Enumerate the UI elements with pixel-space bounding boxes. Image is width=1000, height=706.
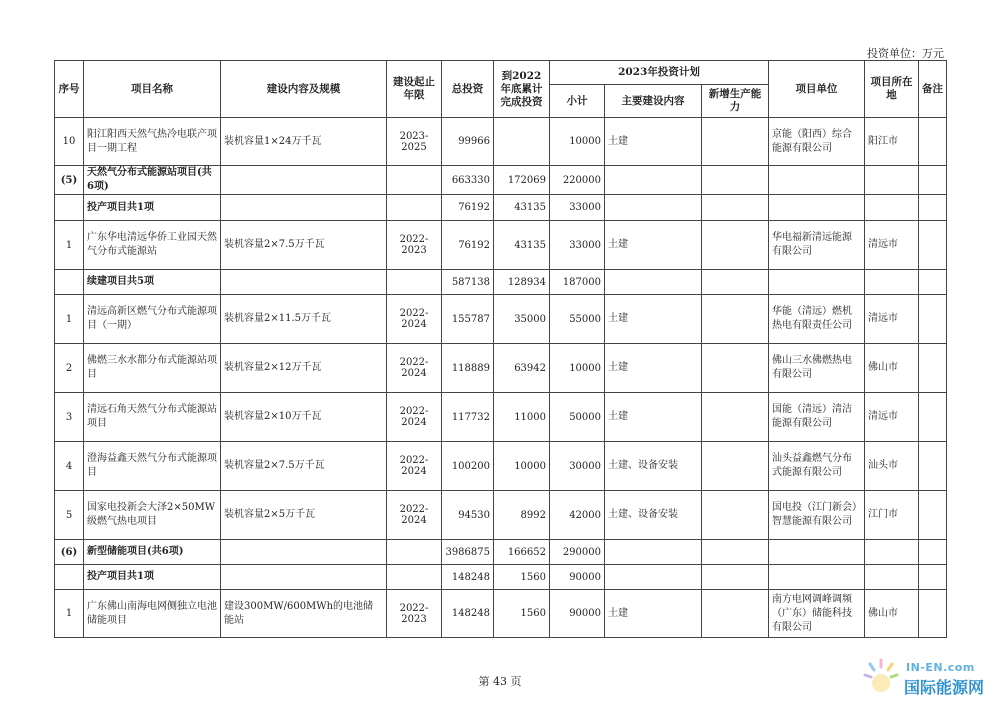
cell-main-content: 土建 — [605, 393, 702, 442]
cell-location: 清远市 — [865, 393, 919, 442]
cell-location — [865, 565, 919, 590]
header-cumulative: 到2022年底累计完成投资 — [494, 61, 550, 118]
cell-unit — [769, 195, 865, 221]
cell-seq: 3 — [55, 393, 84, 442]
cell-subtotal: 33000 — [550, 221, 605, 270]
cell-content — [221, 166, 387, 195]
cell-subtotal: 55000 — [550, 295, 605, 344]
cell-cumulative: 11000 — [494, 393, 550, 442]
cell-subtotal: 90000 — [550, 590, 605, 638]
watermark-en: IN-EN.com — [906, 661, 975, 674]
cell-location — [865, 270, 919, 295]
cell-total: 118889 — [442, 344, 494, 393]
cell-project-name: 佛燃三水水都分布式能源站项目 — [84, 344, 221, 393]
cell-total: 587138 — [442, 270, 494, 295]
sun-flower-icon — [858, 655, 904, 701]
cell-project-name: 国家电投新会大泽2×50MW级燃气热电项目 — [84, 491, 221, 540]
cell-main-content: 土建 — [605, 295, 702, 344]
cell-seq: (6) — [55, 540, 84, 565]
cell-total: 155787 — [442, 295, 494, 344]
cell-cumulative: 1560 — [494, 590, 550, 638]
table-row — [55, 540, 947, 565]
cell-period — [387, 270, 442, 295]
cell-location: 清远市 — [865, 295, 919, 344]
cell-unit: 佛山三水佛燃热电有限公司 — [769, 344, 865, 393]
cell-seq — [55, 195, 84, 221]
cell-remarks — [919, 118, 947, 166]
cell-remarks — [919, 565, 947, 590]
cell-cumulative: 8992 — [494, 491, 550, 540]
table-row — [55, 565, 947, 590]
table-row — [55, 166, 947, 195]
header-new-capacity: 新增生产能力 — [702, 85, 769, 118]
cell-content: 装机容量2×7.5万千瓦 — [221, 442, 387, 491]
cell-new-capacity — [702, 491, 769, 540]
cell-project-name: 续建项目共5项 — [84, 270, 221, 295]
cell-main-content: 土建 — [605, 118, 702, 166]
header-remarks: 备注 — [919, 61, 947, 118]
cell-unit: 京能（阳西）综合能源有限公司 — [769, 118, 865, 166]
cell-content — [221, 195, 387, 221]
cell-content — [221, 565, 387, 590]
cell-project-name: 投产项目共1项 — [84, 565, 221, 590]
cell-new-capacity — [702, 540, 769, 565]
cell-seq: 2 — [55, 344, 84, 393]
cell-location — [865, 166, 919, 195]
cell-content: 建设300MW/600MWh的电池储能站 — [221, 590, 387, 638]
cell-content: 装机容量2×7.5万千瓦 — [221, 221, 387, 270]
table-row — [55, 270, 947, 295]
table-body — [55, 118, 947, 638]
watermark-cn: 国际能源网 — [904, 678, 985, 697]
cell-total: 117732 — [442, 393, 494, 442]
cell-location: 清远市 — [865, 221, 919, 270]
cell-period: 2022-2024 — [387, 393, 442, 442]
header-main-content: 主要建设内容 — [605, 85, 702, 118]
table-row — [55, 195, 947, 221]
cell-unit — [769, 166, 865, 195]
cell-seq: 1 — [55, 295, 84, 344]
cell-project-name: 阳江阳西天然气热冷电联产项目一期工程 — [84, 118, 221, 166]
cell-subtotal: 10000 — [550, 118, 605, 166]
cell-main-content: 土建 — [605, 344, 702, 393]
header-subtotal: 小计 — [550, 85, 605, 118]
cell-main-content: 土建、设备安装 — [605, 491, 702, 540]
cell-remarks — [919, 166, 947, 195]
cell-project-name: 新型储能项目(共6项) — [84, 540, 221, 565]
cell-location — [865, 195, 919, 221]
cell-content: 装机容量2×5万千瓦 — [221, 491, 387, 540]
cell-cumulative: 1560 — [494, 565, 550, 590]
cell-total: 99966 — [442, 118, 494, 166]
header-plan-2023: 2023年投资计划 — [550, 61, 769, 85]
cell-new-capacity — [702, 442, 769, 491]
cell-new-capacity — [702, 270, 769, 295]
cell-seq: 5 — [55, 491, 84, 540]
cell-subtotal: 220000 — [550, 166, 605, 195]
cell-subtotal: 42000 — [550, 491, 605, 540]
header-content: 建设内容及规模 — [221, 61, 387, 118]
investment-unit-note: 投资单位：万元 — [867, 47, 944, 60]
cell-period: 2022-2024 — [387, 295, 442, 344]
cell-seq — [55, 270, 84, 295]
cell-total: 148248 — [442, 590, 494, 638]
cell-new-capacity — [702, 295, 769, 344]
cell-cumulative: 128934 — [494, 270, 550, 295]
cell-total: 3986875 — [442, 540, 494, 565]
cell-cumulative: 172069 — [494, 166, 550, 195]
cell-remarks — [919, 195, 947, 221]
watermark-logo — [858, 655, 998, 703]
cell-subtotal: 10000 — [550, 344, 605, 393]
cell-project-name: 投产项目共1项 — [84, 195, 221, 221]
cell-main-content — [605, 166, 702, 195]
cell-new-capacity — [702, 565, 769, 590]
cell-period — [387, 166, 442, 195]
cell-location: 汕头市 — [865, 442, 919, 491]
cell-main-content: 土建 — [605, 590, 702, 638]
cell-seq: 4 — [55, 442, 84, 491]
cell-period: 2022-2023 — [387, 590, 442, 638]
cell-cumulative: 43135 — [494, 195, 550, 221]
cell-location: 阳江市 — [865, 118, 919, 166]
cell-unit — [769, 540, 865, 565]
cell-period — [387, 195, 442, 221]
cell-main-content — [605, 540, 702, 565]
cell-total: 663330 — [442, 166, 494, 195]
cell-project-name: 广东佛山南海电网侧独立电池储能项目 — [84, 590, 221, 638]
cell-content — [221, 540, 387, 565]
cell-subtotal: 50000 — [550, 393, 605, 442]
cell-remarks — [919, 270, 947, 295]
cell-period: 2022-2024 — [387, 442, 442, 491]
table-row — [55, 344, 947, 393]
header-project-name: 项目名称 — [84, 61, 221, 118]
cell-total: 94530 — [442, 491, 494, 540]
cell-content — [221, 270, 387, 295]
cell-new-capacity — [702, 393, 769, 442]
cell-main-content — [605, 195, 702, 221]
table-row — [55, 590, 947, 638]
investment-plan-table — [54, 60, 947, 638]
cell-content: 装机容量2×11.5万千瓦 — [221, 295, 387, 344]
cell-new-capacity — [702, 195, 769, 221]
cell-seq: 1 — [55, 590, 84, 638]
cell-cumulative: 35000 — [494, 295, 550, 344]
cell-seq: 10 — [55, 118, 84, 166]
cell-project-name: 广东华电清远华侨工业园天然气分布式能源站 — [84, 221, 221, 270]
cell-unit: 华电福新清远能源有限公司 — [769, 221, 865, 270]
cell-subtotal: 90000 — [550, 565, 605, 590]
table-header — [55, 61, 947, 118]
cell-new-capacity — [702, 118, 769, 166]
cell-content: 装机容量2×12万千瓦 — [221, 344, 387, 393]
cell-location — [865, 540, 919, 565]
cell-unit: 华能（清远）燃机热电有限责任公司 — [769, 295, 865, 344]
header-unit: 项目单位 — [769, 61, 865, 118]
cell-cumulative: 10000 — [494, 442, 550, 491]
header-seq: 序号 — [55, 61, 84, 118]
cell-subtotal: 290000 — [550, 540, 605, 565]
cell-location: 江门市 — [865, 491, 919, 540]
cell-unit: 汕头益鑫燃气分布式能源有限公司 — [769, 442, 865, 491]
cell-remarks — [919, 442, 947, 491]
table-row — [55, 442, 947, 491]
cell-total: 148248 — [442, 565, 494, 590]
cell-unit — [769, 270, 865, 295]
header-location: 项目所在地 — [865, 61, 919, 118]
cell-new-capacity — [702, 221, 769, 270]
cell-content: 装机容量2×10万千瓦 — [221, 393, 387, 442]
cell-remarks — [919, 590, 947, 638]
header-period: 建设起止年限 — [387, 61, 442, 118]
cell-period: 2022-2023 — [387, 221, 442, 270]
cell-remarks — [919, 540, 947, 565]
cell-remarks — [919, 344, 947, 393]
cell-seq — [55, 565, 84, 590]
cell-period: 2023-2025 — [387, 118, 442, 166]
cell-unit: 国电投（江门新会）智慧能源有限公司 — [769, 491, 865, 540]
cell-period — [387, 565, 442, 590]
cell-new-capacity — [702, 344, 769, 393]
cell-location: 佛山市 — [865, 590, 919, 638]
cell-new-capacity — [702, 166, 769, 195]
table-row — [55, 221, 947, 270]
cell-period: 2022-2024 — [387, 344, 442, 393]
cell-main-content — [605, 270, 702, 295]
cell-subtotal: 30000 — [550, 442, 605, 491]
cell-project-name: 澄海益鑫天然气分布式能源项目 — [84, 442, 221, 491]
cell-subtotal: 187000 — [550, 270, 605, 295]
cell-period — [387, 540, 442, 565]
cell-subtotal: 33000 — [550, 195, 605, 221]
cell-remarks — [919, 295, 947, 344]
table-row — [55, 295, 947, 344]
cell-remarks — [919, 491, 947, 540]
cell-project-name: 天然气分布式能源站项目(共6项) — [84, 166, 221, 195]
page-number: 第 43 页 — [478, 675, 522, 688]
cell-cumulative: 63942 — [494, 344, 550, 393]
cell-project-name: 清远石角天然气分布式能源站项目 — [84, 393, 221, 442]
cell-unit — [769, 565, 865, 590]
cell-remarks — [919, 393, 947, 442]
cell-total: 76192 — [442, 195, 494, 221]
cell-unit: 国能（清远）清洁能源有限公司 — [769, 393, 865, 442]
cell-unit: 南方电网调峰调频（广东）储能科技有限公司 — [769, 590, 865, 638]
cell-remarks — [919, 221, 947, 270]
table-row — [55, 491, 947, 540]
cell-main-content — [605, 565, 702, 590]
cell-main-content: 土建 — [605, 221, 702, 270]
table-row — [55, 393, 947, 442]
table-row — [55, 118, 947, 166]
cell-cumulative — [494, 118, 550, 166]
cell-main-content: 土建、设备安装 — [605, 442, 702, 491]
cell-cumulative: 43135 — [494, 221, 550, 270]
cell-location: 佛山市 — [865, 344, 919, 393]
cell-seq: 1 — [55, 221, 84, 270]
cell-content: 装机容量1×24万千瓦 — [221, 118, 387, 166]
cell-cumulative: 166652 — [494, 540, 550, 565]
cell-total: 76192 — [442, 221, 494, 270]
cell-seq: (5) — [55, 166, 84, 195]
header-total-investment: 总投资 — [442, 61, 494, 118]
cell-project-name: 清远高新区燃气分布式能源项目（一期） — [84, 295, 221, 344]
cell-period: 2022-2024 — [387, 491, 442, 540]
cell-new-capacity — [702, 590, 769, 638]
cell-total: 100200 — [442, 442, 494, 491]
